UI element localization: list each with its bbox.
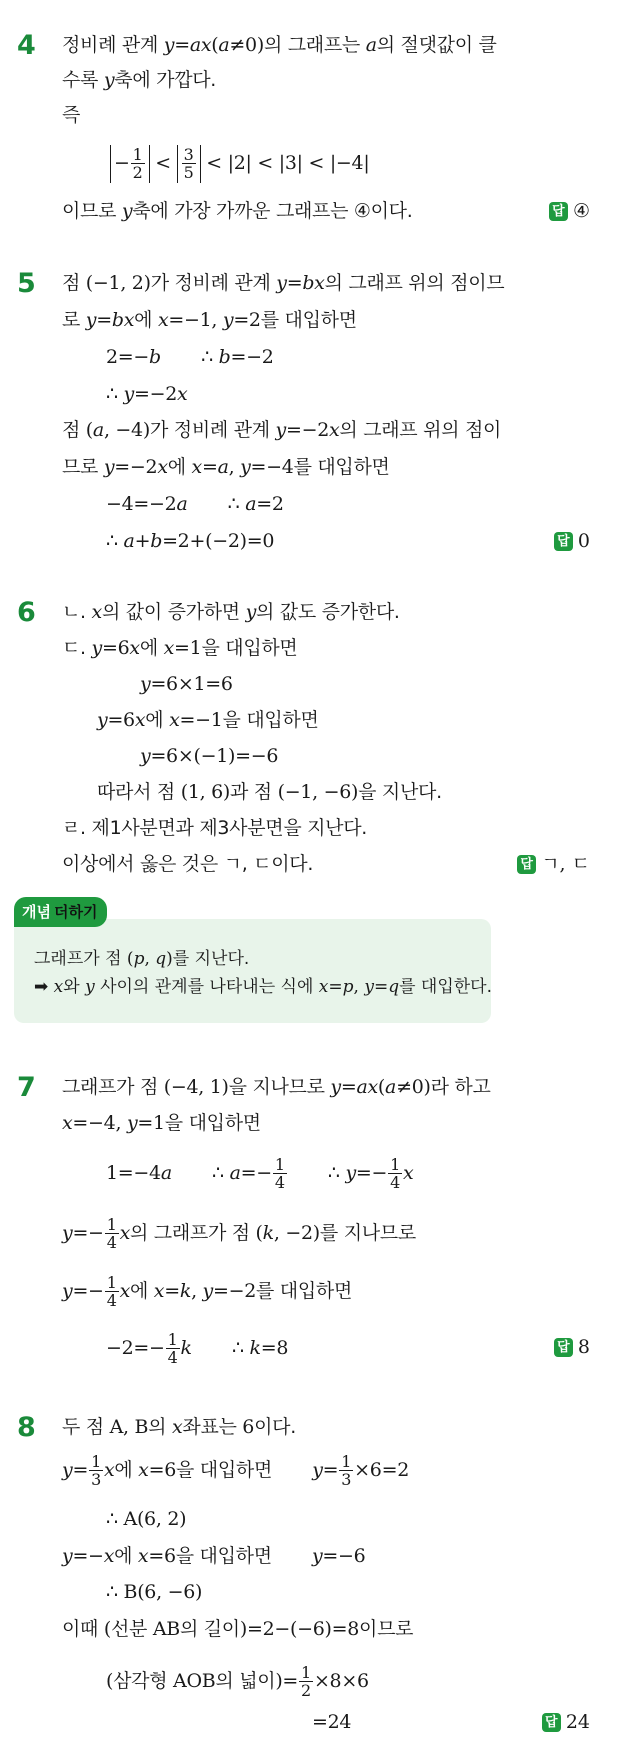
answer-badge bbox=[554, 524, 590, 559]
concept-box bbox=[14, 919, 491, 1023]
answer-icon: 답 bbox=[554, 532, 573, 551]
math-line: 1=−4a ∴ a=− $\frac{1}{4}$ ∴ y=− $\frac{1}{4}$ x bbox=[106, 1155, 414, 1192]
concept-tab bbox=[14, 897, 107, 927]
text-line: 이상에서 옳은 것은 ㄱ, ㄷ이다. bbox=[62, 853, 314, 875]
text-line: y=− $\frac{1}{4}$ x의 그래프가 점 (k, −2)를 지나므로 bbox=[62, 1215, 416, 1252]
answer-badge bbox=[517, 847, 590, 882]
answer-value: ④ bbox=[572, 200, 590, 222]
concept-line: 그래프가 점 (p, q)를 지난다. bbox=[34, 949, 250, 969]
answer-badge bbox=[542, 1705, 590, 1740]
answer-value: ㄱ, ㄷ bbox=[541, 853, 590, 875]
answer-value: 0 bbox=[577, 530, 590, 552]
text-line: ㄹ. 제1사분면과 제3사분면을 지난다. bbox=[62, 817, 368, 839]
math-line: 2=−b ∴ b=−2 bbox=[106, 346, 274, 368]
math-inequality: − $\frac{1}{2}$ < $\frac{3}{5}$ < |2| < |3| < |−4| bbox=[110, 140, 369, 186]
text-line: x=−4, y=1을 대입하면 bbox=[62, 1112, 261, 1134]
math-line: −2=− $\frac{1}{4}$ k ∴ k=8 bbox=[106, 1330, 289, 1367]
answer-badge bbox=[554, 1330, 590, 1365]
text-line: 점 (a, −4)가 정비례 관계 y=−2x의 그래프 위의 점이 bbox=[62, 419, 502, 441]
text-line: y=−x에 x=6을 대입하면 y=−6 bbox=[62, 1545, 366, 1567]
math-line: ∴ a+b=2+(−2)=0 bbox=[106, 530, 275, 552]
problem-number: 7 bbox=[17, 1072, 36, 1103]
answer-icon: 답 bbox=[554, 1338, 573, 1357]
text-line: 수록 y축에 가깝다. bbox=[62, 69, 217, 91]
math-line: −4=−2a ∴ a=2 bbox=[106, 493, 284, 515]
text-line: 이므로 y축에 가장 가까운 그래프는 ④이다. bbox=[62, 200, 413, 222]
text-line: 그래프가 점 (−4, 1)을 지나므로 y=ax(a≠0)라 하고 bbox=[62, 1076, 491, 1098]
answer-icon: 답 bbox=[549, 202, 568, 221]
text-line: ㄴ. x의 값이 증가하면 y의 값도 증가한다. bbox=[62, 601, 400, 623]
text-line: ㄷ. y=6x에 x=1을 대입하면 bbox=[62, 637, 298, 659]
text-line: 로 y=bx에 x=−1, y=2를 대입하면 bbox=[62, 309, 357, 331]
problem-number: 4 bbox=[17, 30, 36, 61]
arrow-icon: ➡ bbox=[34, 977, 49, 997]
text-line: 이때 (선분 AB의 길이)=2−(−6)=8이므로 bbox=[62, 1618, 414, 1640]
math-line: y=6×(−1)=−6 bbox=[140, 745, 279, 767]
concept-tab-label-2: 더하기 bbox=[53, 903, 98, 921]
text-line: 정비례 관계 y=ax(a≠0)의 그래프는 a의 절댓값이 클 bbox=[62, 34, 497, 56]
answer-badge bbox=[549, 194, 590, 229]
text-line: 즉 bbox=[62, 104, 81, 126]
math-line: y=6×1=6 bbox=[140, 673, 233, 695]
text-line: 두 점 A, B의 x좌표는 6이다. bbox=[62, 1416, 296, 1438]
math-line: ∴ A(6, 2) bbox=[106, 1508, 187, 1530]
text-line: y=6x에 x=−1을 대입하면 bbox=[97, 709, 319, 731]
text-line: 므로 y=−2x에 x=a, y=−4를 대입하면 bbox=[62, 456, 390, 478]
text-line: y=− $\frac{1}{4}$ x에 x=k, y=−2를 대입하면 bbox=[62, 1273, 353, 1310]
math-line: ∴ y=−2x bbox=[106, 383, 188, 405]
answer-icon: 답 bbox=[542, 1713, 561, 1732]
problem-number: 6 bbox=[17, 597, 36, 628]
text-line: 점 (−1, 2)가 정비례 관계 y=bx의 그래프 위의 점이므 bbox=[62, 272, 505, 294]
answer-value: 24 bbox=[565, 1711, 590, 1733]
answer-value: 8 bbox=[577, 1336, 590, 1358]
math-line: =24 bbox=[312, 1711, 352, 1733]
concept-tab-label: 개념 bbox=[22, 903, 51, 921]
problem-number: 5 bbox=[17, 268, 36, 299]
answer-icon: 답 bbox=[517, 855, 536, 874]
math-line: ∴ B(6, −6) bbox=[106, 1581, 203, 1603]
problem-number: 8 bbox=[17, 1412, 36, 1443]
text-line: y= $\frac{1}{3}$ x에 x=6을 대입하면 y= $\frac{1}{3}$ ×6=2 bbox=[62, 1452, 409, 1489]
text-line: 따라서 점 (1, 6)과 점 (−1, −6)을 지난다. bbox=[97, 781, 442, 803]
math-line: (삼각형 AOB의 넓이)= $\frac{1}{2}$ ×8×6 bbox=[106, 1663, 369, 1700]
concept-line: ➡ x와 y 사이의 관계를 나타내는 식에 x=p, y=q를 대입한다. bbox=[34, 977, 492, 997]
